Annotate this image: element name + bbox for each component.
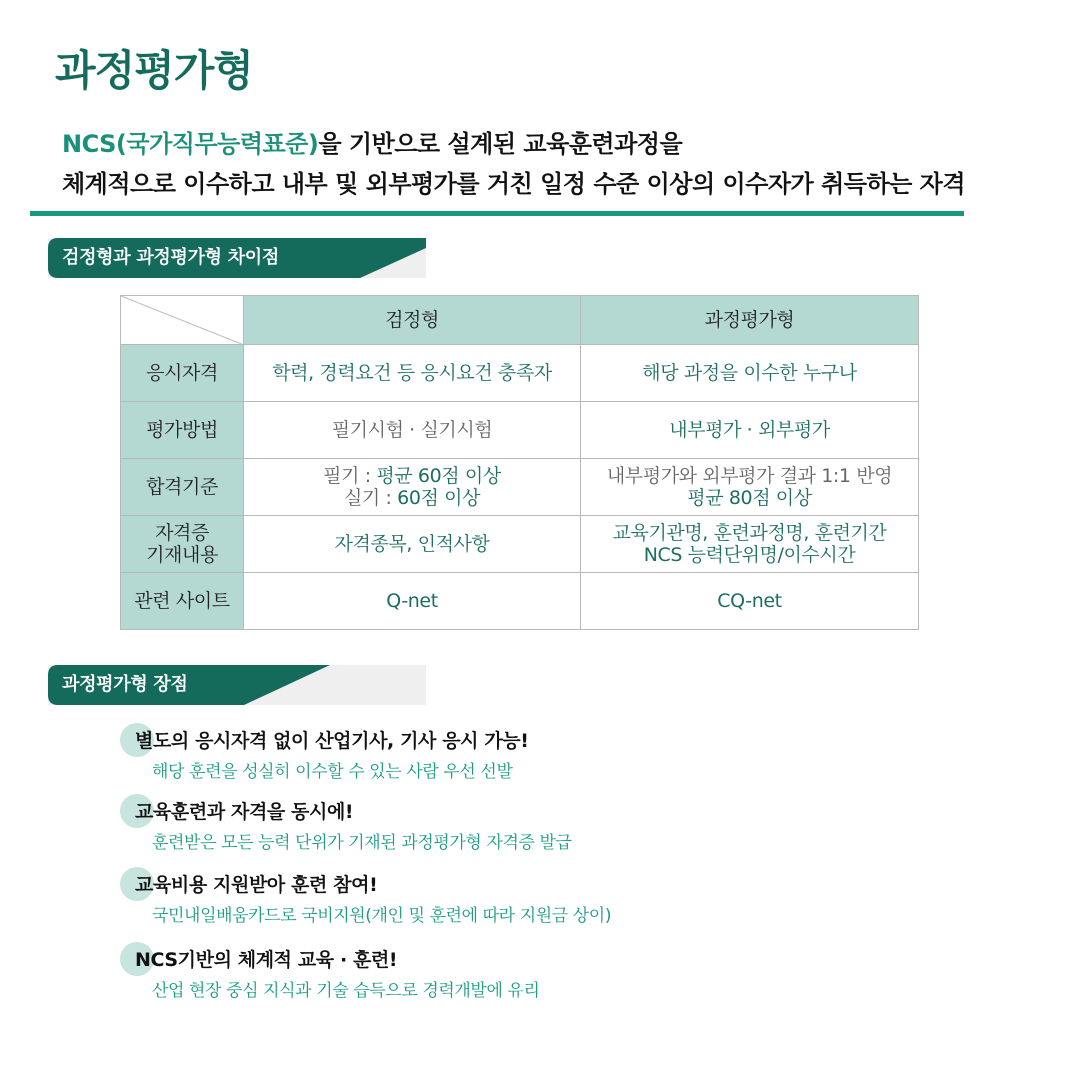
advantage-heading: 교육비용 지원받아 훈련 참여! <box>135 874 378 896</box>
row-header-line: 자격증 <box>155 522 209 544</box>
table-cell <box>581 516 919 573</box>
row-header: 응시자격 <box>121 345 244 402</box>
table-row <box>121 573 919 630</box>
table-row <box>121 516 919 573</box>
intro-line-1-rest: 을 기반으로 설계된 교육훈련과정을 <box>318 130 683 158</box>
intro-line-1 <box>62 124 1022 164</box>
advantage-description: 국민내일배움카드로 국비지원(개인 및 훈련에 따라 지원금 상이) <box>152 906 612 926</box>
table-cell <box>581 459 919 516</box>
table-header-row <box>121 296 919 345</box>
row-header: 관련 사이트 <box>121 573 244 630</box>
written-criterion: 평균 60점 이상 <box>376 465 501 487</box>
table-cell: 학력, 경력요건 등 응시요건 충족자 <box>244 345 581 402</box>
section-header-differences <box>48 238 426 278</box>
advantage-heading: 별도의 응시자격 없이 산업기사, 기사 응시 가능! <box>135 730 529 752</box>
page-title: 과정평가형 <box>55 46 253 95</box>
intro-highlight: NCS(국가직무능력표준) <box>62 130 319 158</box>
table-row <box>121 345 919 402</box>
row-header: 평가방법 <box>121 402 244 459</box>
cell-line: 교육기관명, 훈련과정명, 훈련기간 <box>612 522 887 544</box>
table-cell: 필기시험 · 실기시험 <box>244 402 581 459</box>
column-header-exam: 검정형 <box>244 296 581 345</box>
table-row <box>121 459 919 516</box>
advantage-heading: NCS기반의 체계적 교육 · 훈련! <box>135 949 398 971</box>
table-corner-cell <box>121 296 244 345</box>
column-header-course: 과정평가형 <box>581 296 919 345</box>
intro-text <box>62 124 1022 204</box>
table-row <box>121 402 919 459</box>
advantage-description: 산업 현장 중심 지식과 기술 습득으로 경력개발에 유리 <box>152 981 540 1001</box>
section-header-advantages <box>48 665 426 705</box>
cell-line: 평균 80점 이상 <box>687 487 812 509</box>
section-header-label: 검정형과 과정평가형 차이점 <box>62 247 279 268</box>
table-cell: 자격종목, 인적사항 <box>244 516 581 573</box>
cell-line: NCS 능력단위명/이수시간 <box>643 544 856 566</box>
advantage-heading: 교육훈련과 자격을 동시에! <box>135 801 354 823</box>
row-header <box>121 516 244 573</box>
divider <box>30 211 964 216</box>
table-cell: 내부평가 · 외부평가 <box>581 402 919 459</box>
cell-line: 내부평가와 외부평가 결과 1:1 반영 <box>606 465 893 487</box>
written-prefix: 필기 : <box>323 465 377 487</box>
advantage-description: 훈련받은 모든 능력 단위가 기재된 과정평가형 자격증 발급 <box>152 833 572 853</box>
table-cell <box>244 459 581 516</box>
row-header-line: 기재내용 <box>146 544 218 566</box>
intro-line-2: 체계적으로 이수하고 내부 및 외부평가를 거친 일정 수준 이상의 이수자가 취득하는 자격 <box>62 170 966 198</box>
comparison-table <box>120 295 919 630</box>
site-link-qnet[interactable]: Q-net <box>244 573 581 630</box>
advantage-description: 해당 훈련을 성실히 이수할 수 있는 사람 우선 선발 <box>152 762 513 782</box>
site-link-cqnet[interactable]: CQ-net <box>581 573 919 630</box>
row-header: 합격기준 <box>121 459 244 516</box>
corner-diagonal <box>121 296 244 345</box>
table-cell: 해당 과정을 이수한 누구나 <box>581 345 919 402</box>
section-header-label: 과정평가형 장점 <box>62 674 188 695</box>
practical-criterion: 60점 이상 <box>397 487 481 509</box>
practical-prefix: 실기 : <box>343 487 398 509</box>
